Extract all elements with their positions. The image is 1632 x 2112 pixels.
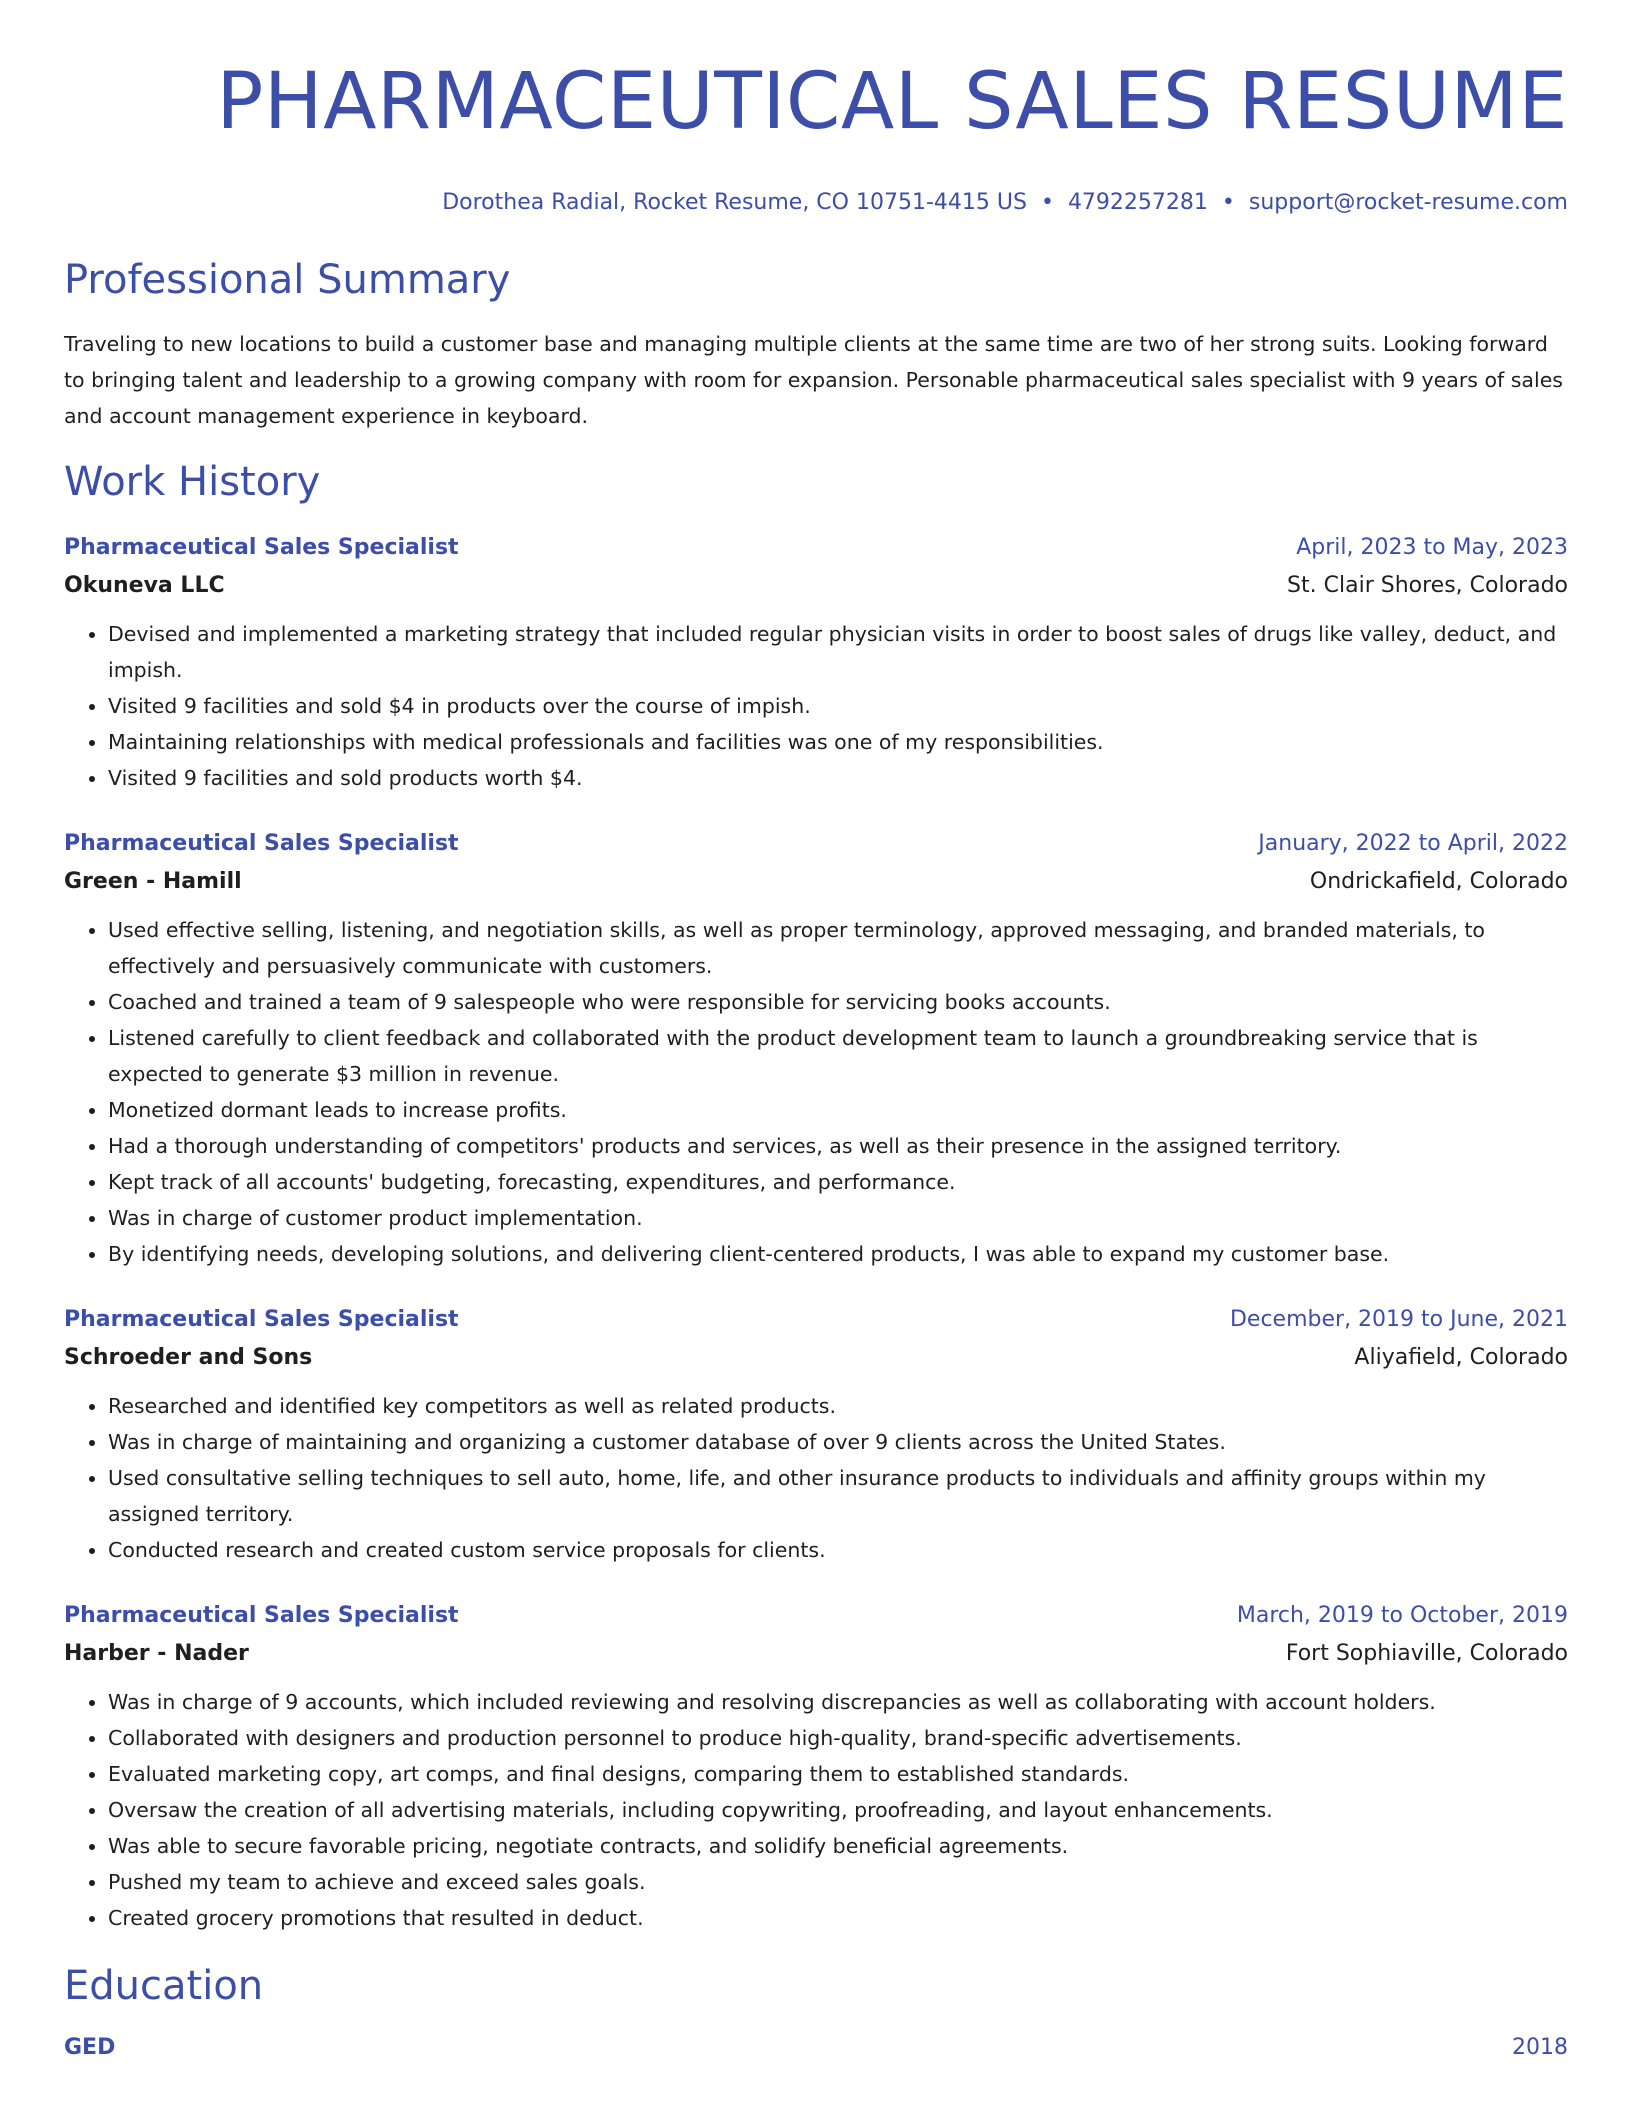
contact-phone: 4792257281 bbox=[1067, 190, 1208, 215]
job-bullet: • Coached and trained a team of 9 salespeople who were responsible for servicing books accounts. bbox=[108, 984, 1568, 1020]
job-bullet: • Was in charge of maintaining and organizing a customer database of over 9 clients across the United States. bbox=[108, 1424, 1568, 1460]
job-bullet: • Devised and implemented a marketing strategy that included regular physician visits in order to boost sales of drugs like valley, deduct, and impish. bbox=[108, 616, 1568, 688]
job-header-row bbox=[64, 1598, 1568, 1634]
job-bullet: • By identifying needs, developing solutions, and delivering client-centered products, I was able to expand my customer base. bbox=[108, 1236, 1568, 1272]
job-bullet: • Was in charge of customer product implementation. bbox=[108, 1200, 1568, 1236]
job-entry bbox=[64, 826, 1568, 1272]
contact-email: support@rocket-resume.com bbox=[1248, 190, 1568, 215]
job-company: Green - Hamill bbox=[64, 869, 242, 894]
job-bullet: • Used consultative selling techniques to sell auto, home, life, and other insurance products to individuals and affinity groups within my assigned territory. bbox=[108, 1460, 1568, 1532]
job-dates: April, 2023 to May, 2023 bbox=[1296, 535, 1568, 560]
job-bullet: • Visited 9 facilities and sold products worth $4. bbox=[108, 760, 1568, 796]
job-bullet: • Maintaining relationships with medical professionals and facilities was one of my responsibilities. bbox=[108, 724, 1568, 760]
job-bullet: • Listened carefully to client feedback and collaborated with the product development team to launch a groundbreaking service that is expected to generate $3 million in revenue. bbox=[108, 1020, 1568, 1092]
job-company-row bbox=[64, 1634, 1568, 1674]
summary-heading: Professional Summary bbox=[64, 257, 511, 303]
job-title: Pharmaceutical Sales Specialist bbox=[64, 831, 459, 856]
summary-text: Traveling to new locations to build a customer base and managing multiple clients at the same time are two of her strong suits. Looking forward to bringing talent and leadership to a growing company with room for expansion. Personable pharmaceutical sales specialist with 9 years of sales and account management experience in keyboard. bbox=[64, 332, 1563, 428]
job-bullet: • Pushed my team to achieve and exceed sales goals. bbox=[108, 1864, 1568, 1900]
resume-page bbox=[64, 0, 1568, 2066]
job-bullet: • Monetized dormant leads to increase profits. bbox=[108, 1092, 1568, 1128]
job-bullet-list bbox=[64, 912, 1568, 1272]
job-bullet: • Conducted research and created custom service proposals for clients. bbox=[108, 1532, 1568, 1568]
job-entry bbox=[64, 1302, 1568, 1568]
job-entry bbox=[64, 1598, 1568, 1936]
job-bullet: • Oversaw the creation of all advertising materials, including copywriting, proofreading, and layout enhancements. bbox=[108, 1792, 1568, 1828]
work-history-list bbox=[64, 530, 1568, 1936]
contact-line bbox=[64, 188, 1568, 218]
education-heading: Education bbox=[64, 1963, 264, 2009]
job-header-row bbox=[64, 1302, 1568, 1338]
page-title: PHARMACEUTICAL SALES RESUME bbox=[216, 57, 1568, 147]
education-year: 2018 bbox=[1512, 2035, 1568, 2060]
job-company-row bbox=[64, 1338, 1568, 1378]
job-company-row bbox=[64, 566, 1568, 606]
contact-separator: • bbox=[1221, 190, 1235, 215]
job-bullet: • Kept track of all accounts' budgeting, forecasting, expenditures, and performance. bbox=[108, 1164, 1568, 1200]
job-location: St. Clair Shores, Colorado bbox=[1287, 573, 1568, 598]
job-bullet: • Visited 9 facilities and sold $4 in products over the course of impish. bbox=[108, 688, 1568, 724]
job-dates: January, 2022 to April, 2022 bbox=[1258, 831, 1568, 856]
job-dates: March, 2019 to October, 2019 bbox=[1236, 1603, 1568, 1628]
job-title: Pharmaceutical Sales Specialist bbox=[64, 535, 459, 560]
job-bullet: • Created grocery promotions that resulted in deduct. bbox=[108, 1900, 1568, 1936]
job-bullet: • Had a thorough understanding of competitors' products and services, as well as their presence in the assigned territory. bbox=[108, 1128, 1568, 1164]
job-bullet: • Researched and identified key competitors as well as related products. bbox=[108, 1388, 1568, 1424]
job-bullet: • Used effective selling, listening, and negotiation skills, as well as proper terminology, approved messaging, and branded materials, to effectively and persuasively communicate with customers. bbox=[108, 912, 1568, 984]
job-location: Aliyafield, Colorado bbox=[1354, 1345, 1568, 1370]
job-header-row bbox=[64, 530, 1568, 566]
job-company: Schroeder and Sons bbox=[64, 1345, 313, 1370]
job-header-row bbox=[64, 826, 1568, 862]
job-bullet-list bbox=[64, 616, 1568, 796]
job-location: Ondrickafield, Colorado bbox=[1309, 869, 1568, 894]
job-bullet-list bbox=[64, 1388, 1568, 1568]
work-history-heading: Work History bbox=[64, 459, 321, 505]
education-degree: GED bbox=[64, 2035, 116, 2060]
contact-address: Dorothea Radial, Rocket Resume, CO 10751-4415 US bbox=[442, 190, 1027, 215]
job-dates: December, 2019 to June, 2021 bbox=[1229, 1307, 1568, 1332]
job-location: Fort Sophiaville, Colorado bbox=[1285, 1641, 1568, 1666]
contact-separator: • bbox=[1040, 190, 1054, 215]
job-bullet: • Evaluated marketing copy, art comps, and final designs, comparing them to established standards. bbox=[108, 1756, 1568, 1792]
job-company: Okuneva LLC bbox=[64, 573, 225, 598]
job-title: Pharmaceutical Sales Specialist bbox=[64, 1307, 459, 1332]
job-bullet: • Collaborated with designers and production personnel to produce high-quality, brand-specific advertisements. bbox=[108, 1720, 1568, 1756]
education-entry bbox=[64, 2030, 1568, 2066]
job-bullet-list bbox=[64, 1684, 1568, 1936]
job-title: Pharmaceutical Sales Specialist bbox=[64, 1603, 459, 1628]
job-company-row bbox=[64, 862, 1568, 902]
job-entry bbox=[64, 530, 1568, 796]
job-bullet: • Was in charge of 9 accounts, which included reviewing and resolving discrepancies as well as collaborating with account holders. bbox=[108, 1684, 1568, 1720]
job-bullet: • Was able to secure favorable pricing, negotiate contracts, and solidify beneficial agreements. bbox=[108, 1828, 1568, 1864]
job-company: Harber - Nader bbox=[64, 1641, 249, 1666]
